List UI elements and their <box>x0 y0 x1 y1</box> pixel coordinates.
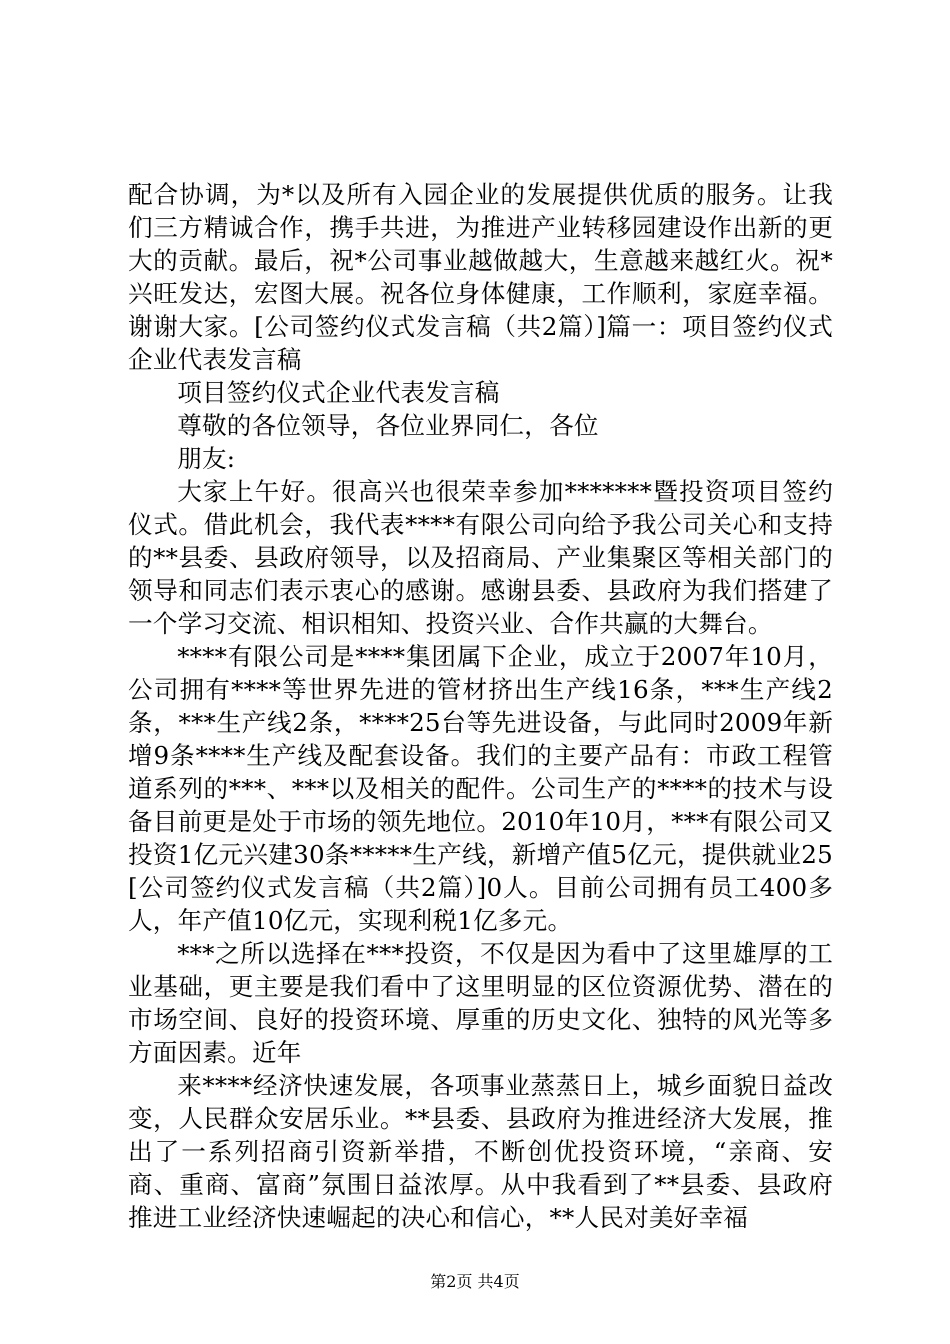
document-body <box>128 178 833 1234</box>
paragraph-closing-remarks: 配合协调，为*以及所有入园企业的发展提供优质的服务。让我们三方精诚合作，携手共进，为推进产业转移园建设作出新的更大的贡献。最后，祝*公司事业越做越大，生意越来越红火。祝*兴旺发达，宏图大展。祝各位身体健康，工作顺利，家庭幸福。谢谢大家。[公司签约仪式发言稿（共2篇）]篇一：项目签约仪式企业代表发言稿 <box>128 180 833 374</box>
paragraph-development: 来****经济快速发展，各项事业蒸蒸日上，城乡面貌日益改变，人民群众安居乐业。**县委、县政府为推进经济大发展，推出了一系列招商引资新举措，不断创优投资环境，“亲商、安商、重商、富商”氛围日益浓厚。从中我看到了**县委、县政府推进工业经济快速崛起的决心和信心，**人民对美好幸福 <box>128 1071 833 1232</box>
paragraph-company-intro: ****有限公司是****集团属下企业，成立于2007年10月，公司拥有****等世界先进的管材挤出生产线16条，***生产线2条，***生产线2条，****25台等先进设备，与此同时2009年新增9条****生产线及配套设备。我们的主要产品有：市政工程管道系列的***、***以及相关的配件。公司生产的****的技术与设备目前更是处于市场的领先地位。2010年10月，***有限公司又投资1亿元兴建30条*****生产线，新增产值5亿元，提供就业25[公司签约仪式发言稿（共2篇）]0人。目前公司拥有员工400多人，年产值10亿元，实现利税1亿多元。 <box>128 642 833 935</box>
page-footer: 第2页 共4页 <box>430 1272 520 1291</box>
paragraph-salutation-cont: 朋友: <box>177 444 236 473</box>
paragraph-subtitle: 项目签约仪式企业代表发言稿 <box>177 378 500 407</box>
paragraph-greeting: 大家上午好。很高兴也很荣幸参加*******暨投资项目签约仪式。借此机会，我代表****有限公司向给予我公司关心和支持的**县委、县政府领导，以及招商局、产业集聚区等相关部门的领导和同志们表示衷心的感谢。感谢县委、县政府为我们搭建了一个学习交流、相识相知、投资兴业、合作共赢的大舞台。 <box>128 477 833 638</box>
paragraph-investment-reason: ***之所以选择在***投资，不仅是因为看中了这里雄厚的工业基础，更主要是我们看中了这里明显的区位资源优势、潜在的市场空间、良好的投资环境、厚重的历史文化、独特的风光等多方面因素。近年 <box>128 939 833 1067</box>
paragraph-salutation: 尊敬的各位领导，各位业界同仁，各位 <box>177 411 599 440</box>
